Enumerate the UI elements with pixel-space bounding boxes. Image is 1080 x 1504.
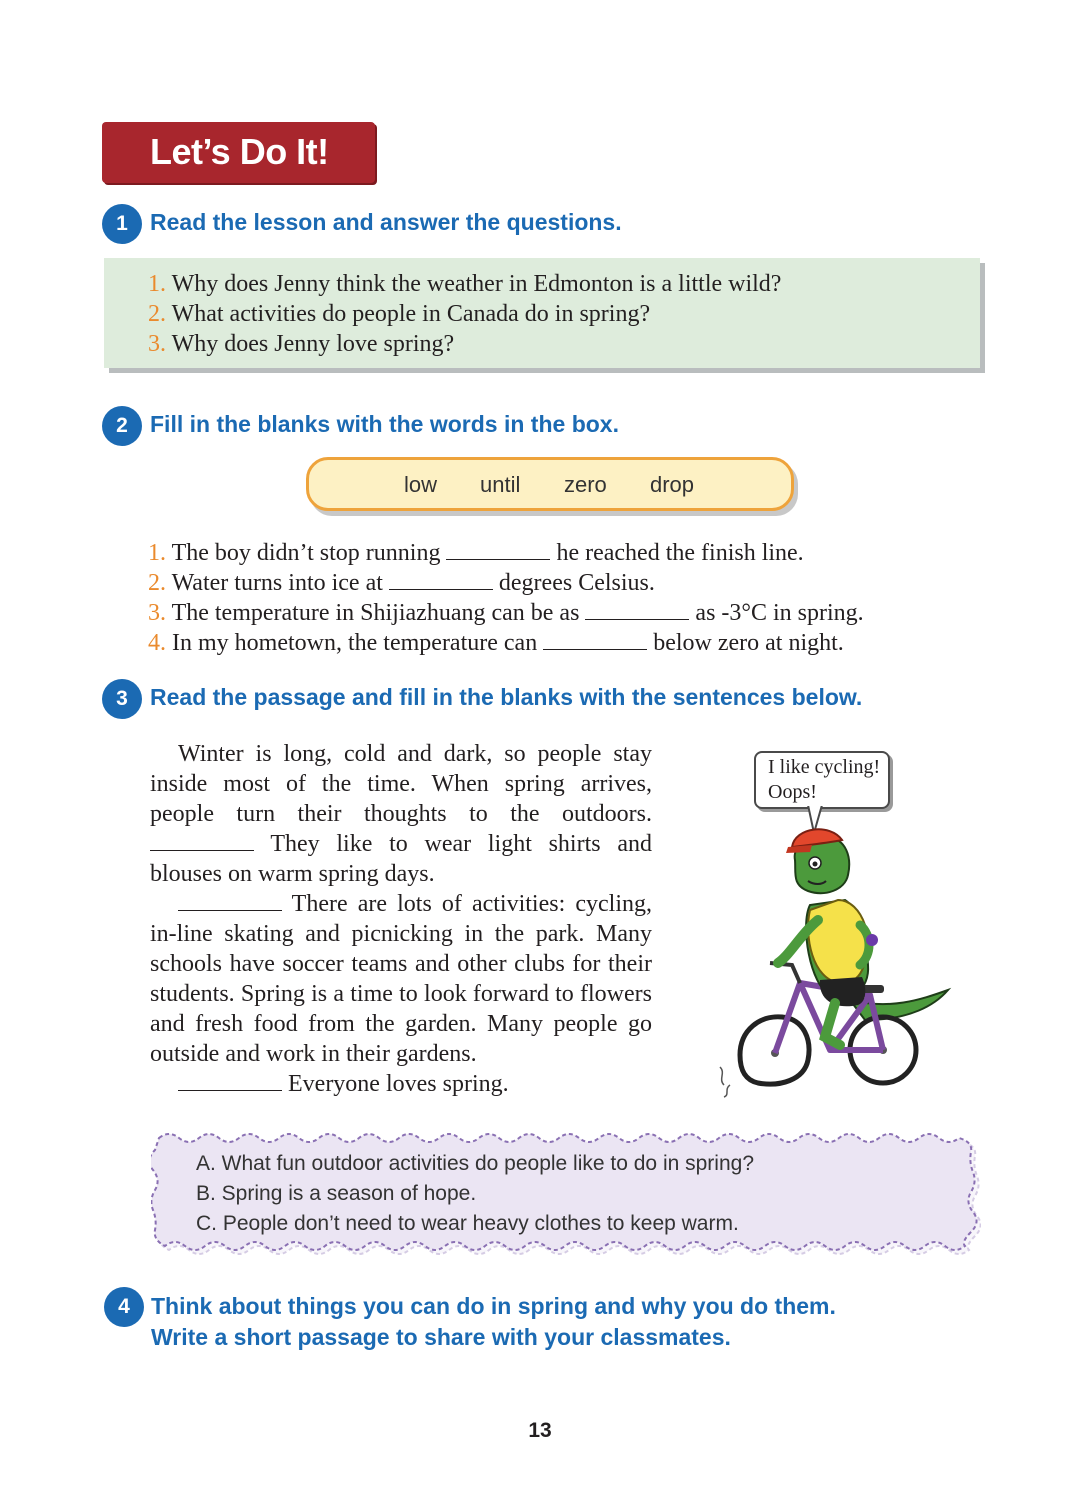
sentence-after: as -3°C in spring. [695,600,864,626]
answer-blank[interactable] [585,599,689,620]
passage-paragraph-3 [150,1069,652,1099]
section-3-number: 3 [102,679,142,719]
word-option: until [480,472,521,497]
answer-blank[interactable] [543,629,647,650]
fill-sentence-3 [148,598,864,628]
question-3 [148,329,454,359]
fill-sentence-4 [148,628,844,658]
question-text: What activities do people in Canada do in spring? [171,301,651,327]
answer-blank[interactable] [446,539,550,560]
sentence-after: he reached the finish line. [556,540,804,566]
section-4-line-2: Write a short passage to share with your classmates. [151,1324,731,1350]
sentence-before: Water turns into ice at [171,570,383,596]
fill-sentence-1 [148,538,804,568]
question-1 [148,269,781,299]
question-text: Why does Jenny think the weather in Edmonton is a little wild? [171,271,782,297]
sentence-before: The temperature in Shijiazhuang can be as [171,600,580,626]
option-a: A. What fun outdoor activities do people like to do in spring? [196,1152,754,1175]
sentence-number: 4. [148,630,166,656]
section-1-heading: Read the lesson and answer the questions. [150,209,622,235]
question-number: 1. [148,271,166,297]
option-c: C. People don’t need to wear heavy clothes to keep warm. [196,1212,739,1235]
answer-blank[interactable] [150,830,254,851]
sentence-number: 1. [148,540,166,566]
page-number: 13 [528,1419,552,1442]
word-box [306,457,794,511]
bubble-line-2: Oops! [768,781,817,803]
fill-sentence-2 [148,568,655,598]
sentence-before: In my hometown, the temperature can [172,630,538,656]
passage-text: They like to wear light shirts and blouses on warm spring days. [150,831,652,887]
banner-title: Let’s Do It! [150,131,329,172]
sentence-number: 3. [148,600,166,626]
question-number: 2. [148,301,166,327]
option-b: B. Spring is a season of hope. [196,1182,477,1205]
speech-bubble [754,751,890,809]
answer-blank[interactable] [389,569,493,590]
question-text: Why does Jenny love spring? [171,331,455,357]
sentence-after: below zero at night. [653,630,844,656]
section-2-number: 2 [102,406,142,446]
reading-passage [150,739,652,1099]
word-option: zero [564,472,607,497]
passage-paragraph-1 [150,739,652,889]
word-option: drop [650,472,695,497]
sentence-number: 2. [148,570,166,596]
sentence-after: degrees Celsius. [498,570,655,596]
answer-blank[interactable] [178,890,282,911]
questions-box [104,258,980,368]
bubble-line-1: I like cycling! [768,756,881,778]
sentence-before: The boy didn’t stop running [171,540,441,566]
section-4-number: 4 [104,1287,144,1327]
section-1-number: 1 [102,204,142,244]
question-2 [148,299,650,329]
dinosaur-cycling-illustration [700,805,960,1105]
section-banner [102,122,375,183]
section-3-heading: Read the passage and fill in the blanks with the sentences below. [150,684,863,710]
passage-text: There are lots of activities: cycling, in-line skating and picnicking in the park. Many schools have soccer teams and other clubs for their students. Spring is a time to look forward to flowers and fresh food from the garden. Many people go outside and work in their gardens. [150,891,652,1067]
section-2-heading: Fill in the blanks with the words in the box. [150,411,619,437]
answer-blank[interactable] [178,1070,282,1091]
passage-paragraph-2 [150,889,652,1069]
word-option: low [404,472,438,497]
passage-text: Winter is long, cold and dark, so people stay inside most of the time. When spring arrives, people turn their thoughts to the outdoors. [150,741,652,827]
question-number: 3. [148,331,166,357]
section-4-line-1: Think about things you can do in spring and why you do them. [151,1293,836,1319]
passage-text: Everyone loves spring. [288,1071,509,1097]
